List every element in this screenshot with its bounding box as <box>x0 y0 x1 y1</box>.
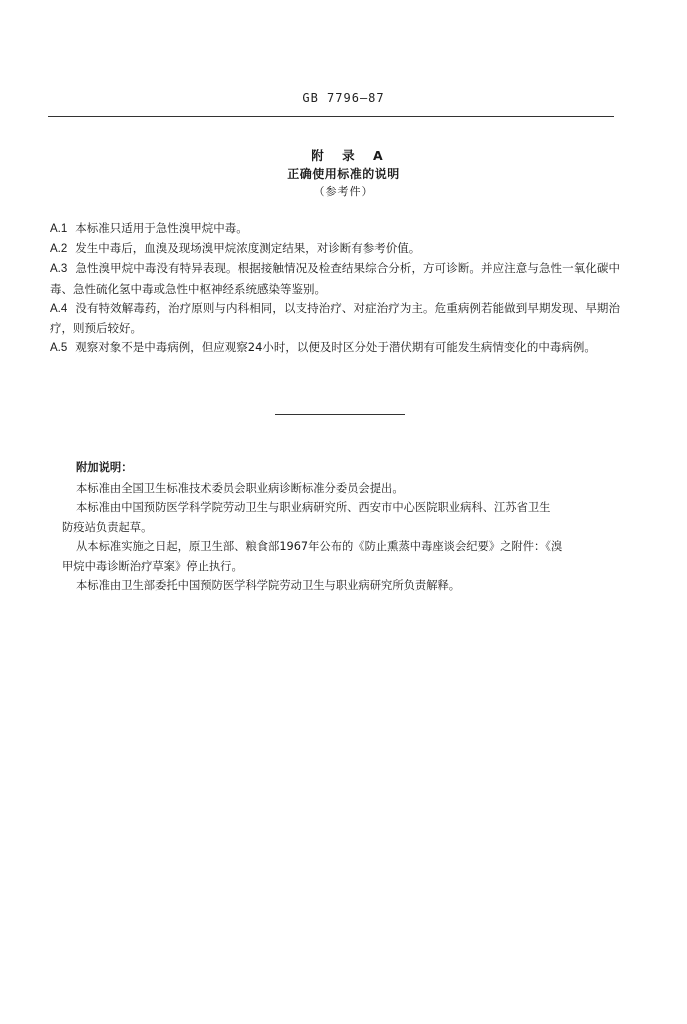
note-paragraph <box>76 576 616 596</box>
clause-item <box>50 219 620 239</box>
header-rule <box>48 116 614 117</box>
notes-heading: 附加说明： <box>76 461 133 474</box>
note-text-continued: 甲烷中毒诊断治疗草案》停止执行。 <box>62 559 243 573</box>
clause-number: A.5 <box>50 342 68 355</box>
clause-item <box>50 299 620 338</box>
note-paragraph <box>76 479 616 499</box>
clause-number: A.2 <box>50 243 68 256</box>
clause-item <box>50 239 620 259</box>
appendix-reference-note: （参考件） <box>313 185 374 198</box>
clause-item <box>50 338 620 358</box>
appendix-subtitle: 正确使用标准的说明 <box>287 167 400 181</box>
clause-text: 观察对象不是中毒病例，但应观察24小时，以便及时区分处于潜伏期有可能发生病情变化的中毒病例。 <box>75 340 596 355</box>
section-divider <box>275 414 405 415</box>
clause-text: 本标准只适用于急性溴甲烷中毒。 <box>75 221 248 235</box>
clause-list <box>50 219 620 358</box>
clause-text: 没有特效解毒药，治疗原则与内科相同，以支持治疗、对症治疗为主。危重病例若能做到早期发现、早期治疗，则预后较好。 <box>50 300 620 336</box>
note-paragraph <box>62 498 616 537</box>
standard-code-header: GB 7796—87 <box>302 91 385 105</box>
clause-number: A.1 <box>50 223 68 235</box>
note-text: 本标准由卫生部委托中国预防医学科学院劳动卫生与职业病研究所负责解释。 <box>76 579 461 592</box>
note-paragraph <box>62 537 616 576</box>
note-text-continued: 防疫站负责起草。 <box>62 520 153 534</box>
note-text: 从本标准实施之日起，原卫生部、粮食部1967年公布的《防止熏蒸中毒座谈会纪要》之附件：《溴 <box>76 540 563 553</box>
clause-item <box>50 259 620 298</box>
clause-number: A.4 <box>50 302 68 315</box>
clause-text: 发生中毒后，血溴及现场溴甲烷浓度测定结果，对诊断有参考价值。 <box>75 241 421 256</box>
clause-text: 急性溴甲烷中毒没有特异表现。根据接触情况及检查结果综合分析，方可诊断。并应注意与急性一氧化碳中毒、急性硫化氢中毒或急性中枢神经系统感染等鉴别。 <box>50 261 620 296</box>
appendix-title: 附 录 A <box>311 148 390 163</box>
note-text: 本标准由全国卫生标准技术委员会职业病诊断标准分委员会提出。 <box>76 481 404 495</box>
clause-number: A.3 <box>50 263 68 276</box>
additional-notes <box>62 458 616 596</box>
note-text: 本标准由中国预防医学科学院劳动卫生与职业病研究所、西安市中心医院职业病科、江苏省卫生 <box>76 501 551 514</box>
